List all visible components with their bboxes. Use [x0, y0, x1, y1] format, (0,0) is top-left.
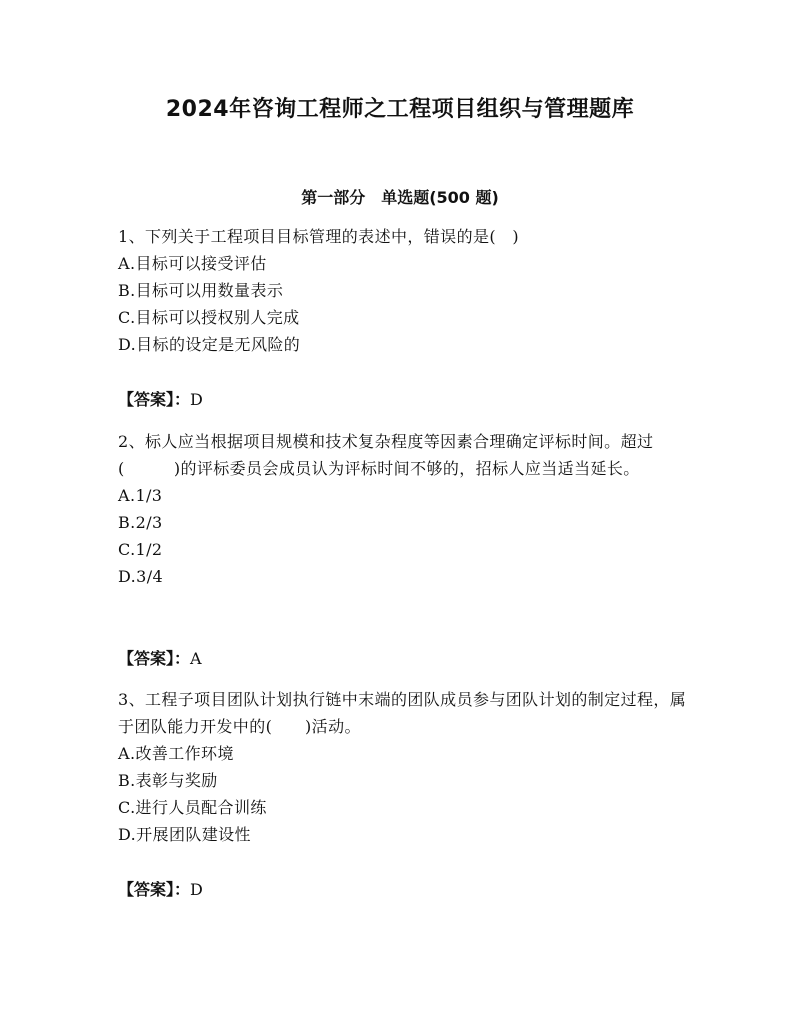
option-c: C.1/2 [118, 540, 163, 559]
option-b: B.表彰与奖励 [118, 771, 218, 790]
option-c: C.进行人员配合训练 [118, 798, 267, 817]
answer-label: 【答案】 [118, 880, 175, 899]
answer-2 [118, 645, 202, 672]
question-text: 1、下列关于工程项目目标管理的表述中，错误的是( ) [118, 227, 520, 246]
answer-value: D [190, 390, 203, 409]
option-b: B.目标可以用数量表示 [118, 281, 284, 300]
option-d: D.目标的设定是无风险的 [118, 335, 301, 354]
answer-separator: ： [174, 880, 191, 899]
option-c: C.目标可以授权别人完成 [118, 308, 300, 327]
answer-label: 【答案】 [118, 390, 175, 409]
answer-separator: ： [174, 390, 191, 409]
answer-separator: ： [174, 649, 191, 668]
question-3 [118, 686, 698, 848]
answer-3 [118, 876, 203, 903]
question-text: 2、标人应当根据项目规模和技术复杂程度等因素合理确定评标时间。超过( )的评标委员会成员认为评标时间不够的，招标人应当适当延长。 [118, 432, 654, 478]
question-2 [118, 428, 698, 590]
option-a: A.改善工作环境 [118, 744, 234, 763]
question-text: 3、工程子项目团队计划执行链中末端的团队成员参与团队计划的制定过程，属于团队能力开发中的( )活动。 [118, 690, 687, 736]
option-a: A.目标可以接受评估 [118, 254, 267, 273]
answer-label: 【答案】 [118, 649, 175, 668]
answer-value: A [190, 649, 202, 668]
document-title: 2024年咨询工程师之工程项目组织与管理题库 [165, 97, 635, 122]
question-1 [118, 223, 698, 358]
option-d: D.3/4 [118, 567, 164, 586]
option-d: D.开展团队建设性 [118, 825, 251, 844]
option-a: A.1/3 [118, 486, 163, 505]
section-title: 第一部分 单选题(500 题) [301, 188, 499, 207]
answer-value: D [190, 880, 203, 899]
option-b: B.2/3 [118, 513, 163, 532]
answer-1 [118, 386, 203, 413]
